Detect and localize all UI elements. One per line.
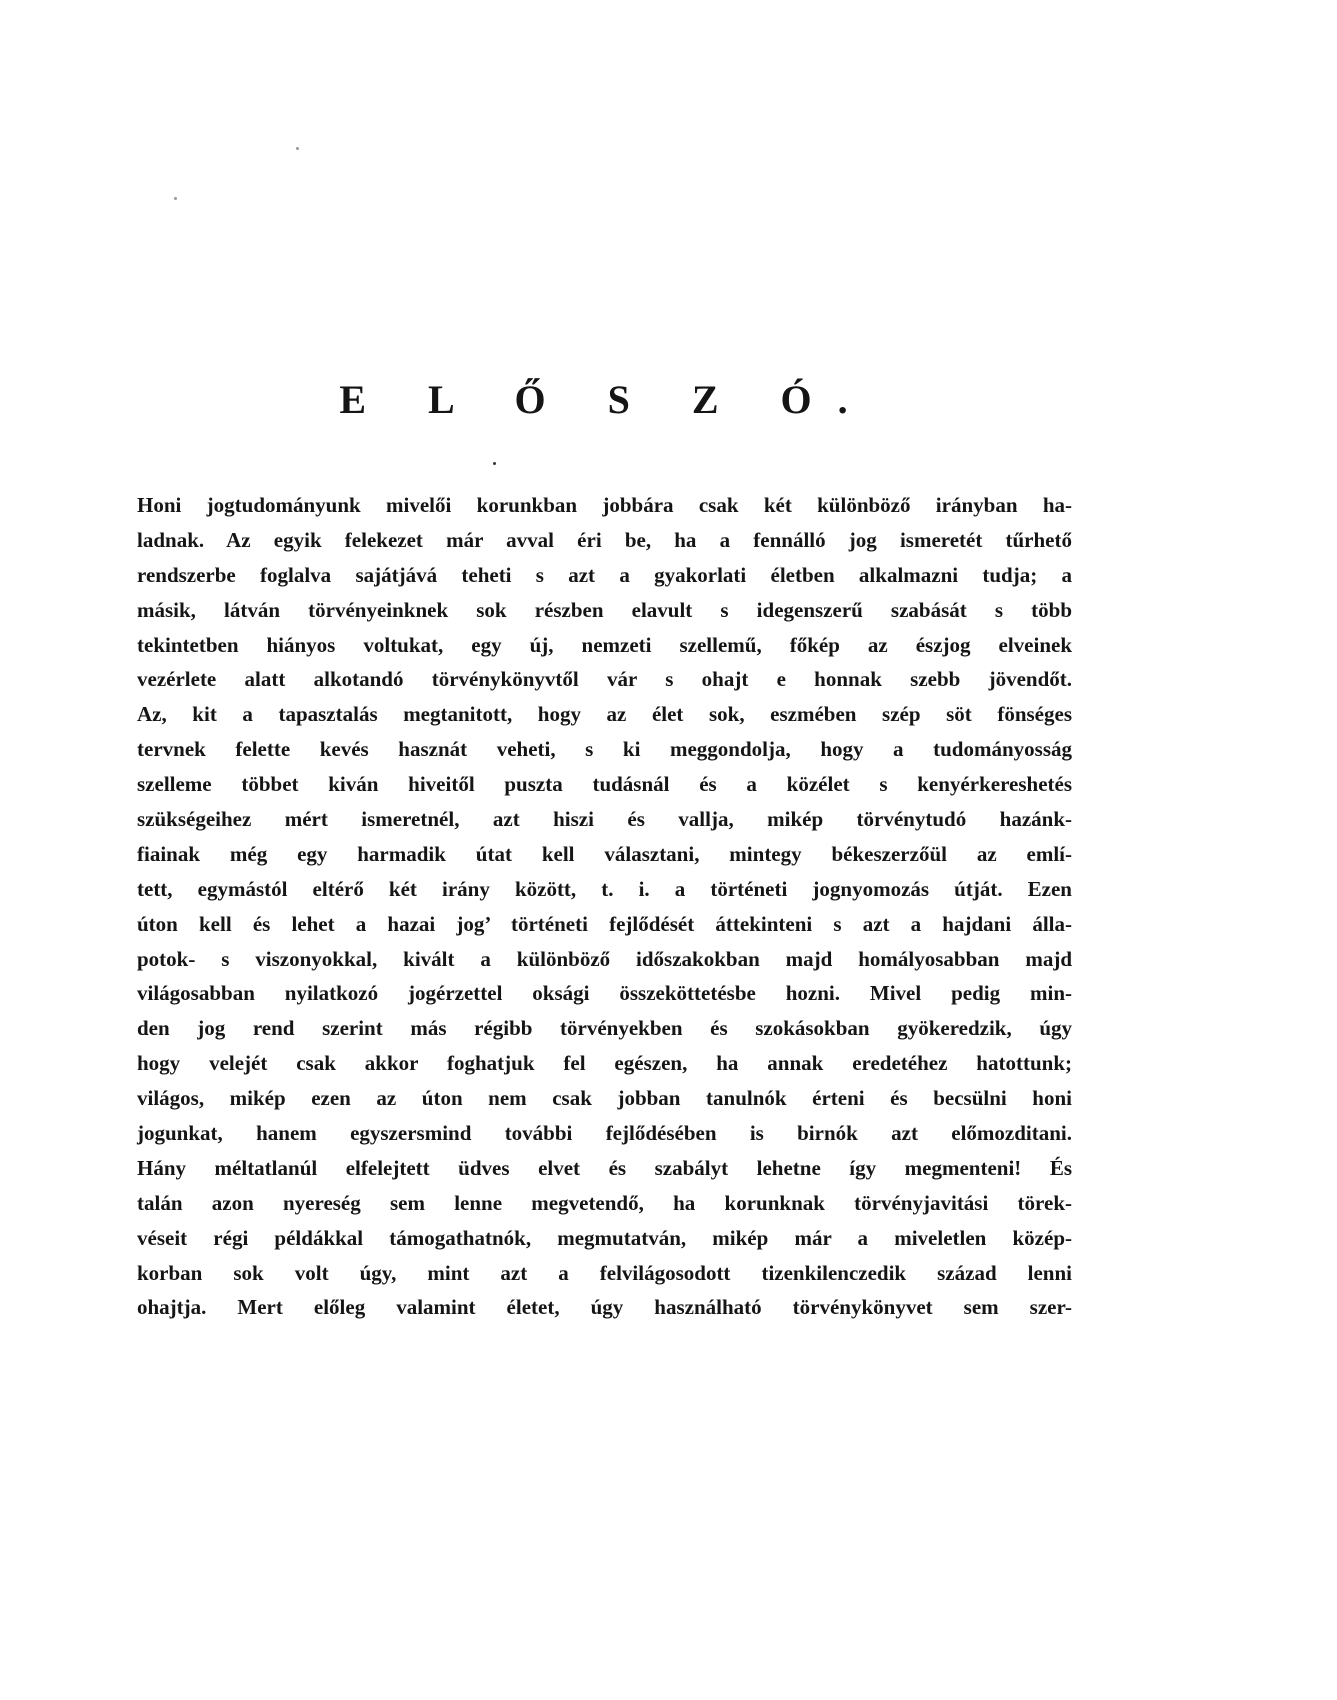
text-line: tett, egymástól eltérő két irány között, t. i. a történeti jognyomozás útját. Ezen — [137, 876, 1072, 901]
scan-speck — [296, 147, 299, 150]
text-line: véseit régi példákkal támogathatnók, megmutatván, mikép már a miveletlen közép- — [137, 1225, 1072, 1250]
text-line: vezérlete alatt alkotandó törvénykönyvtől vár s ohajt e honnak szebb jövendőt. — [137, 667, 1072, 692]
text-line: másik, látván törvényeinknek sok részben elavult s idegenszerű szabását s több — [137, 597, 1072, 622]
text-line: úton kell és lehet a hazai jog’ történeti fejlődését áttekinteni s azt a hajdani álla- — [137, 911, 1072, 936]
text-line: Hány méltatlanúl elfelejtett üdves elvet és szabályt lehetne így megmenteni! És — [137, 1155, 1072, 1180]
text-line: jogunkat, hanem egyszersmind további fejlődésében is birnók azt előmozditani. — [137, 1121, 1072, 1146]
text-line: ladnak. Az egyik felekezet már avval éri be, ha a fennálló jog ismeretét tűrhető — [137, 527, 1072, 552]
text-line: Az, kit a tapasztalás megtanitott, hogy az élet sok, eszmében szép söt fönséges — [137, 702, 1072, 727]
text-line: ohajtja. Mert előleg valamint életet, úgy használható törvénykönyvet sem szer- — [137, 1295, 1072, 1320]
text-line: világos, mikép ezen az úton nem csak jobban tanulnók érteni és becsülni honi — [137, 1086, 1072, 1111]
scan-speck — [174, 197, 177, 200]
text-line: talán azon nyereség sem lenne megvetendő, ha korunknak törvényjavitási törek- — [137, 1190, 1072, 1215]
text-line: világosabban nyilatkozó jogérzettel oksági összeköttetésbe hozni. Mivel pedig min- — [137, 981, 1072, 1006]
text-line: hogy velejét csak akkor foghatjuk fel egészen, ha annak eredetéhez hatottunk; — [137, 1051, 1072, 1076]
text-line: fiainak még egy harmadik útat kell választani, mintegy békeszerzőül az emlí- — [137, 841, 1072, 866]
text-line: tervnek felette kevés hasznát veheti, s ki meggondolja, hogy a tudományosság — [137, 737, 1072, 762]
text-line: tekintetben hiányos voltukat, egy új, nemzeti szellemű, főkép az észjog elveinek — [137, 632, 1072, 657]
text-line: korban sok volt úgy, mint azt a felvilágosodott tizenkilenczedik század lenni — [137, 1260, 1072, 1285]
text-line: Honi jogtudományunk mivelői korunkban jobbára csak két különböző irányban ha- — [137, 493, 1072, 517]
scan-speck — [493, 462, 496, 465]
text-line: den jog rend szerint más régibb törvényekben és szokásokban gyökeredzik, úgy — [137, 1016, 1072, 1041]
text-line: potok- s viszonyokkal, kivált a különböző időszakokban majd homályosabban majd — [137, 946, 1072, 971]
page-title: E L Ő S Z Ó. — [339, 377, 874, 422]
text-line: szükségeihez mért ismeretnél, azt hiszi és vallja, mikép törvénytudó hazánk- — [137, 807, 1072, 832]
text-line: rendszerbe foglalva sajátjává teheti s azt a gyakorlati életben alkalmazni tudja; a — [137, 562, 1072, 587]
preface-text — [137, 488, 1072, 1325]
text-line: szelleme többet kiván hiveitől puszta tudásnál és a közélet s kenyérkereshetés — [137, 772, 1072, 797]
